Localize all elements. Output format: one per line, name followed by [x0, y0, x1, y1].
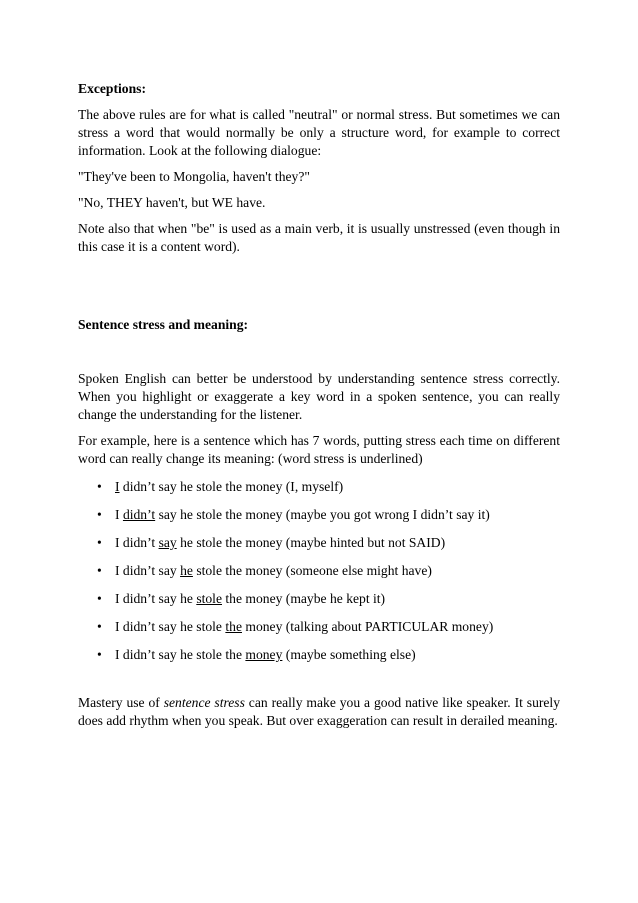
meaning-paragraph-1: Spoken English can better be understood by understanding sentence stress correctly. When you highlight or exaggerate a key word in a spoken sentence, you can really change the understanding for the listener.	[78, 371, 560, 422]
list-item	[78, 478, 560, 496]
example-after: say he stole the money (maybe you got wrong I didn’t say it)	[155, 507, 490, 522]
closing-before: Mastery use of	[78, 695, 164, 710]
example-before: I didn’t say he stole the	[115, 647, 246, 662]
dialogue-line-1: "They've been to Mongolia, haven't they?"	[78, 169, 310, 184]
stress-examples-list	[78, 478, 560, 664]
meaning-paragraph-2: For example, here is a sentence which has 7 words, putting stress each time on different word can really change its meaning: (word stress is underlined)	[78, 433, 560, 466]
example-before: I	[115, 507, 123, 522]
closing-paragraph	[78, 694, 560, 730]
list-item	[78, 506, 560, 524]
exceptions-paragraph-2: Note also that when "be" is used as a main verb, it is usually unstressed (even though in this case it is a content word).	[78, 221, 560, 254]
list-item	[78, 618, 560, 636]
exceptions-paragraph-1: The above rules are for what is called "neutral" or normal stress. But sometimes we can stress a word that would normally be only a structure word, for example to correct information. Look at the following dialogue:	[78, 107, 560, 158]
example-after: stole the money (someone else might have)	[192, 563, 432, 578]
stressed-word: say	[158, 535, 177, 550]
dialogue-line-2: "No, THEY haven't, but WE have.	[78, 195, 266, 210]
bullet-icon: •	[97, 507, 102, 522]
stressed-word: money	[245, 647, 283, 662]
list-item	[78, 534, 560, 552]
list-item	[78, 646, 560, 664]
bullet-icon: •	[97, 479, 102, 494]
closing-emphasis: sentence stress	[163, 695, 245, 710]
meaning-heading: Sentence stress and meaning:	[78, 317, 249, 332]
example-after: the money (maybe he kept it)	[222, 591, 386, 606]
exceptions-heading: Exceptions:	[78, 81, 146, 96]
bullet-icon: •	[97, 563, 102, 578]
stressed-word: he	[180, 563, 193, 578]
stressed-word: I	[115, 479, 120, 494]
document-page	[78, 80, 560, 730]
example-after: (maybe something else)	[282, 647, 416, 662]
stressed-word: didn’t	[122, 507, 156, 522]
bullet-icon: •	[97, 619, 102, 634]
example-before: I didn’t say he stole	[115, 619, 226, 634]
example-after: he stole the money (maybe hinted but not SAID)	[176, 535, 446, 550]
bullet-icon: •	[97, 535, 102, 550]
list-item	[78, 562, 560, 580]
list-item	[78, 590, 560, 608]
bullet-icon: •	[97, 591, 102, 606]
example-after: money (talking about PARTICULAR money)	[241, 619, 494, 634]
example-before: I didn’t	[115, 535, 159, 550]
example-before: I didn’t say	[115, 563, 181, 578]
closing-after: can really make you a good native like speaker. It surely does add rhythm when you speak. But over exaggeration can result in derailed meaning.	[78, 695, 560, 728]
stressed-word: stole	[196, 591, 222, 606]
stressed-word: the	[225, 619, 242, 634]
example-before: I didn’t say he	[115, 591, 197, 606]
example-after: didn’t say he stole the money (I, myself)	[119, 479, 344, 494]
bullet-icon: •	[97, 647, 102, 662]
